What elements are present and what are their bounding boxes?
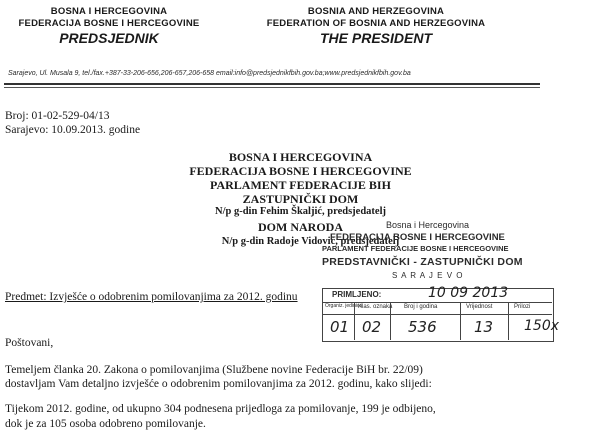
header-left-line2: FEDERACIJA BOSNE I HERCEGOVINE bbox=[18, 18, 200, 29]
stamp-line3: PARLAMENT FEDERACIJE BOSNE I HERCEGOVINE bbox=[322, 244, 509, 253]
stamp-line4: PREDSTAVNIČKI - ZASTUPNIČKI DOM bbox=[322, 256, 523, 268]
paragraph-line4: dok je za 105 osoba odobreno pomilovanje. bbox=[5, 418, 206, 430]
recipient-line6: DOM NARODA bbox=[258, 220, 343, 234]
stamp-line1: Bosna i Hercegovina bbox=[386, 220, 470, 230]
recipient-line3: PARLAMENT FEDERACIJE BIH bbox=[210, 178, 391, 192]
stamp-column-divider bbox=[508, 302, 509, 340]
stamp-line5: S A R A J E V O bbox=[392, 271, 464, 280]
stamp-received-date: 10 09 2013 bbox=[428, 285, 509, 301]
header-right-title: THE PRESIDENT bbox=[319, 30, 432, 46]
stamp-col-org: Organiz. jedinica bbox=[325, 303, 363, 309]
header-contact-line: Sarajevo, Ul. Musala 9, tel./fax.+387-33-206-656,206-657,206-658 email:info@predsjednikfbih.gov.ba;www.predsjednikfbih.gov.ba bbox=[8, 70, 411, 77]
stamp-hand-year: 13 bbox=[474, 318, 494, 336]
greeting: Poštovani, bbox=[5, 337, 54, 349]
stamp-col-attachments: Prilozi bbox=[514, 304, 531, 310]
reference-number: Broj: 01-02-529-04/13 bbox=[5, 110, 110, 122]
letterhead-right bbox=[236, 6, 516, 44]
stamp-hand-attachments: 150x bbox=[524, 318, 560, 334]
stamp-col-value: Vrijednost bbox=[466, 304, 493, 310]
reference-date: Sarajevo: 10.09.2013. godine bbox=[5, 124, 141, 136]
header-left-line1: BOSNA I HERCEGOVINA bbox=[50, 6, 168, 17]
paragraph-line2: dostavljam Vam detaljno izvješće o odobrenim pomilovanjima za 2012. godinu, kako slijedi: bbox=[5, 378, 432, 390]
recipient-line5: N/p g-din Fehim Škaljić, predsjedatelj bbox=[214, 206, 387, 217]
header-divider-thin bbox=[4, 87, 540, 88]
stamp-hand-number: 536 bbox=[408, 318, 437, 336]
header-right-line2: FEDERATION OF BOSNIA AND HERZEGOVINA bbox=[266, 18, 486, 29]
stamp-col-number: Broj i godina bbox=[404, 304, 438, 310]
subject-line: Predmet: Izvješće o odobrenim pomilovanjima za 2012. godinu bbox=[5, 291, 298, 303]
recipient-line4: ZASTUPNIČKI DOM bbox=[242, 192, 359, 206]
recipient-line7: N/p g-din Radoje Vidović, predsjedatelj bbox=[221, 236, 400, 247]
letterhead-left bbox=[4, 6, 214, 44]
recipient-line1: BOSNA I HERCEGOVINA bbox=[228, 150, 373, 164]
recipient-line2: FEDERACIJA BOSNE I HERCEGOVINE bbox=[189, 164, 412, 178]
header-divider bbox=[4, 83, 540, 85]
header-right-line1: BOSNIA AND HERZEGOVINA bbox=[307, 6, 445, 17]
header-left-title: PREDSJEDNIK bbox=[59, 30, 159, 46]
stamp-received-label: PRIMLJENO: bbox=[332, 290, 382, 299]
stamp-hand-org: 01 bbox=[330, 318, 350, 336]
stamp-line2: FEDERACIJA BOSNE I HERCEGOVINE bbox=[330, 232, 505, 243]
paragraph-line1: Temeljem članka 20. Zakona o pomilovanjima (Službene novine Federacije BiH br. 22/09) bbox=[5, 364, 423, 376]
paragraph-line3: Tijekom 2012. godine, od ukupno 304 podnesena prijedloga za pomilovanje, 199 je odbijeno, bbox=[5, 403, 436, 415]
stamp-col-class: Klas. oznaka bbox=[358, 304, 393, 310]
stamp-hand-class: 02 bbox=[362, 318, 382, 336]
stamp-column-divider bbox=[460, 302, 461, 340]
